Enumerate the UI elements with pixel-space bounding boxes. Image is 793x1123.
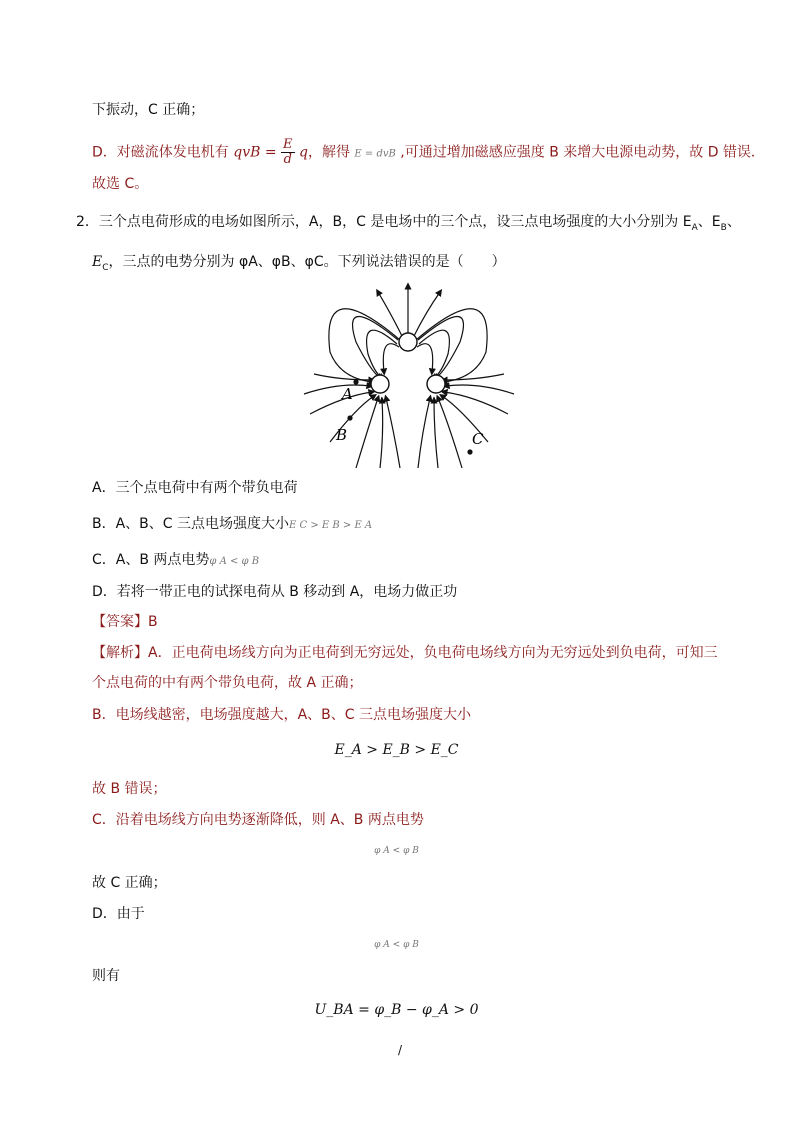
conclusion-line: 故选 C。 (92, 176, 149, 192)
analysis-c-conclusion: 故 C 正确； (92, 875, 167, 891)
question-line-1 (76, 212, 741, 238)
analysis-c-formula: φ A < φ B (374, 846, 419, 856)
option-b-formula: E C > E B > E A (289, 520, 373, 531)
d-prefix: D．对磁流体发电机有 (92, 144, 234, 161)
d-mid: ，解得 (307, 144, 355, 161)
question-text-2: ，三点的电势分别为 φA、φB、φC。下列说法错误的是（ ） (108, 254, 506, 270)
analysis-d-line: D．由于 (92, 906, 145, 922)
right-charge (427, 375, 445, 393)
e-symbol: E (92, 254, 103, 270)
d-suffix: ,可通过增加磁感应强度 B 来增大电源电动势，故 D 错误． (395, 144, 765, 161)
option-d-explanation (92, 138, 765, 167)
question-end: 、 (726, 214, 741, 230)
analysis-then: 则有 (92, 968, 120, 984)
top-charge (399, 333, 417, 351)
eq1-numerator: E (283, 137, 293, 152)
point-a (353, 379, 358, 384)
analysis-b-conclusion: 故 B 错误； (92, 781, 167, 797)
label-c: C (472, 430, 484, 448)
sub-b: B (720, 222, 727, 233)
analysis-label: 【解析】 (92, 645, 148, 661)
option-c-text: C．A、B 两点电势 (92, 552, 210, 568)
analysis-c-line: C．沿着电场线方向电势逐渐降低，则 A、B 两点电势 (92, 812, 424, 828)
label-a: A (342, 385, 353, 403)
question-line-2 (92, 252, 506, 278)
continuation-line: 下振动，C 正确； (92, 102, 205, 118)
sub-a: A (691, 222, 698, 233)
analysis-final-formula: U_BA = φ_B − φ_A > 0 (314, 1002, 479, 1018)
point-c (467, 449, 472, 454)
analysis-a-line-2: 个点电荷的中有两个带负电荷，故 A 正确； (92, 675, 363, 691)
eq1-right: q (294, 144, 308, 161)
question-text-1: 2．三个点电荷形成的电场如图所示，A，B，C 是电场中的三个点，设三点电场强度的大小分别为 E (76, 214, 692, 230)
eq1-left: qvB = (233, 144, 282, 161)
left-charge (371, 375, 389, 393)
label-b: B (336, 426, 348, 444)
analysis-b-formula: E_A > E_B > E_C (334, 742, 459, 758)
analysis-a-line-1 (92, 643, 718, 663)
option-c-formula: φ A < φ B (209, 556, 260, 567)
eq1-fraction (281, 138, 295, 167)
eq1-denominator: d (283, 152, 292, 167)
point-b (347, 415, 352, 420)
analysis-b-line: B．电场线越密，电场强度越大，A、B、C 三点电场强度大小 (92, 707, 472, 723)
eq2-formula: E = dvB (354, 148, 396, 160)
question-sep: 、E (697, 214, 721, 230)
answer-line: 【答案】B (92, 614, 158, 630)
page-mark: / (398, 1043, 403, 1057)
option-a: A．三个点电荷中有两个带负电荷 (92, 480, 298, 496)
option-b-text: B．A、B、C 三点电场强度大小 (92, 516, 290, 532)
sub-c: C (102, 262, 109, 273)
option-c (92, 550, 259, 572)
analysis-d-formula: φ A < φ B (374, 940, 419, 950)
option-d: D．若将一带正电的试探电荷从 B 移动到 A，电场力做正功 (92, 584, 458, 600)
electric-field-diagram (300, 282, 520, 472)
option-b (92, 514, 372, 536)
analysis-a-text-1: A．正电荷电场线方向为正电荷到无穷远处，负电荷电场线方向为无穷远处到负电荷，可知三 (148, 645, 718, 661)
